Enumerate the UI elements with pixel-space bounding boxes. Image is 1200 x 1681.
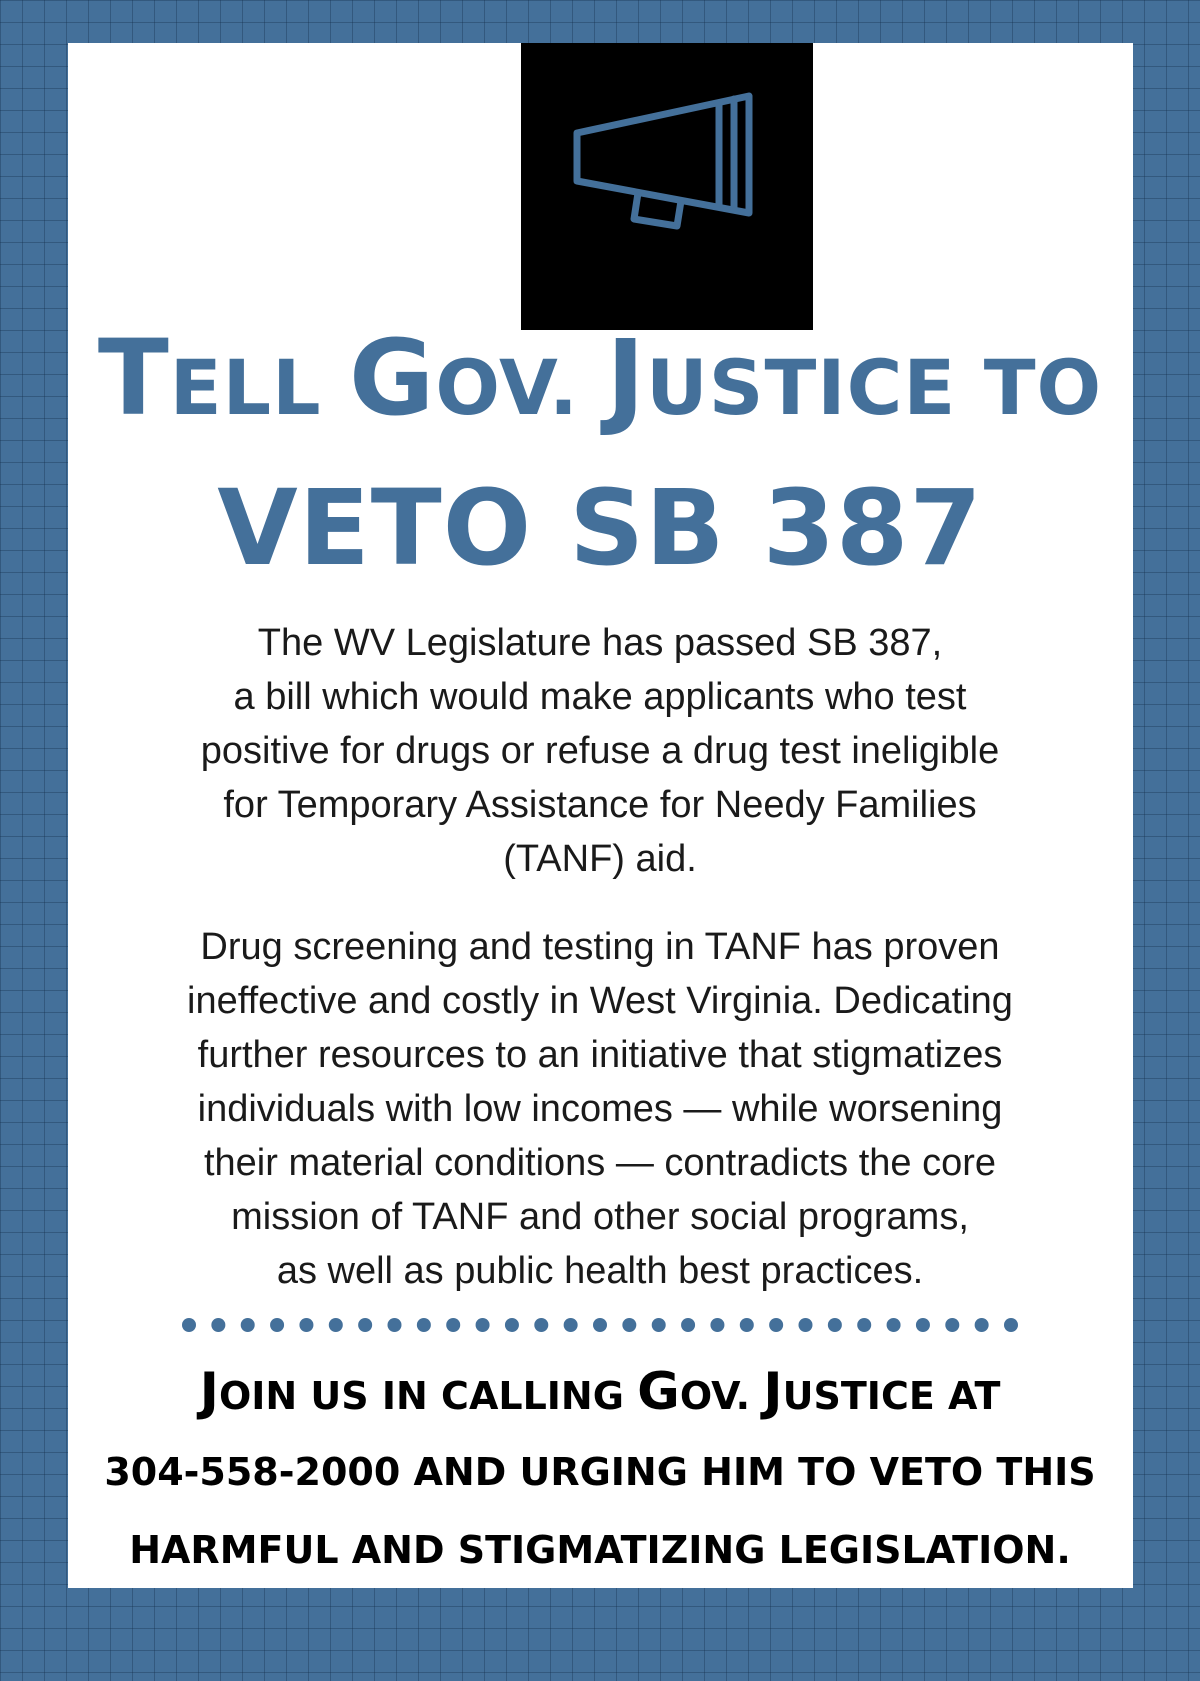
divider-dot	[740, 1318, 754, 1332]
headline-bill: VETO SB 387	[217, 467, 983, 589]
paragraph-line: further resources to an initiative that stigmatizes	[197, 1034, 1003, 1076]
divider-dot	[446, 1318, 460, 1332]
divider-dot	[329, 1318, 343, 1332]
cta-line-3	[0, 1512, 1200, 1596]
divider-dot	[564, 1318, 578, 1332]
paragraph-line: positive for drugs or refuse a drug test ineligible	[200, 730, 1000, 772]
divider-dot	[417, 1318, 431, 1332]
divider-dot	[505, 1318, 519, 1332]
headline-cap: J	[606, 317, 646, 439]
divider-dot	[887, 1318, 901, 1332]
paragraph-line: ineffective and costly in West Virginia. Dedicating	[187, 980, 1013, 1022]
divider-dot	[182, 1318, 196, 1332]
headline-cap: T	[97, 317, 170, 439]
cta-small: OV.	[679, 1374, 764, 1418]
divider-dot	[593, 1318, 607, 1332]
divider-dot	[916, 1318, 930, 1332]
headline-cap: G	[349, 317, 436, 439]
divider-dot	[211, 1318, 225, 1332]
divider-dot	[652, 1318, 666, 1332]
paragraph-line: for Temporary Assistance for Needy Families	[223, 784, 977, 826]
divider-dot	[388, 1318, 402, 1332]
divider-dot	[622, 1318, 636, 1332]
divider-dot	[975, 1318, 989, 1332]
paragraph-line: The WV Legislature has passed SB 387,	[257, 622, 943, 664]
headline-small: OV.	[435, 343, 607, 432]
headline-small: USTICE TO	[646, 343, 1103, 432]
divider-dot	[828, 1318, 842, 1332]
paragraph-line: (TANF) aid.	[503, 838, 697, 880]
megaphone-icon-box	[521, 43, 813, 330]
paragraph-line: individuals with low incomes — while worsening	[197, 1088, 1003, 1130]
divider-dot	[358, 1318, 372, 1332]
divider-dot	[1004, 1318, 1018, 1332]
headline-small: ELL	[169, 343, 349, 432]
divider-dot	[857, 1318, 871, 1332]
cta-cap: J	[763, 1362, 783, 1422]
cta-closing-line: HARMFUL AND STIGMATIZING LEGISLATION.	[129, 1528, 1071, 1572]
cta-line-1	[0, 1352, 1200, 1444]
cta-phone-line: 304-558-2000 AND URGING HIM TO VETO THIS	[104, 1450, 1096, 1494]
divider-dot	[681, 1318, 695, 1332]
paragraph-line: Drug screening and testing in TANF has proven	[200, 926, 1000, 968]
paragraph-line: mission of TANF and other social programs,	[231, 1196, 969, 1238]
cta-cap: G	[637, 1362, 680, 1422]
divider-dot	[799, 1318, 813, 1332]
dotted-divider	[182, 1314, 1018, 1336]
headline-line-1	[0, 318, 1200, 469]
argument-paragraph	[100, 920, 1100, 1298]
divider-dot	[241, 1318, 255, 1332]
paragraph-line: as well as public health best practices.	[276, 1250, 924, 1292]
paragraph-line: their material conditions — contradicts the core	[203, 1142, 997, 1184]
headline-line-2	[0, 468, 1200, 619]
divider-dot	[945, 1318, 959, 1332]
divider-dot	[769, 1318, 783, 1332]
cta-line-2	[0, 1432, 1200, 1520]
divider-dot	[710, 1318, 724, 1332]
cta-small: USTICE AT	[782, 1374, 1001, 1418]
paragraph-line: a bill which would make applicants who test	[233, 676, 967, 718]
cta-small: OIN US IN CALLING	[218, 1374, 638, 1418]
megaphone-icon	[521, 43, 813, 330]
intro-paragraph	[100, 616, 1100, 886]
divider-dot	[299, 1318, 313, 1332]
cta-cap: J	[199, 1362, 219, 1422]
divider-dot	[270, 1318, 284, 1332]
divider-dot	[476, 1318, 490, 1332]
divider-dot	[534, 1318, 548, 1332]
